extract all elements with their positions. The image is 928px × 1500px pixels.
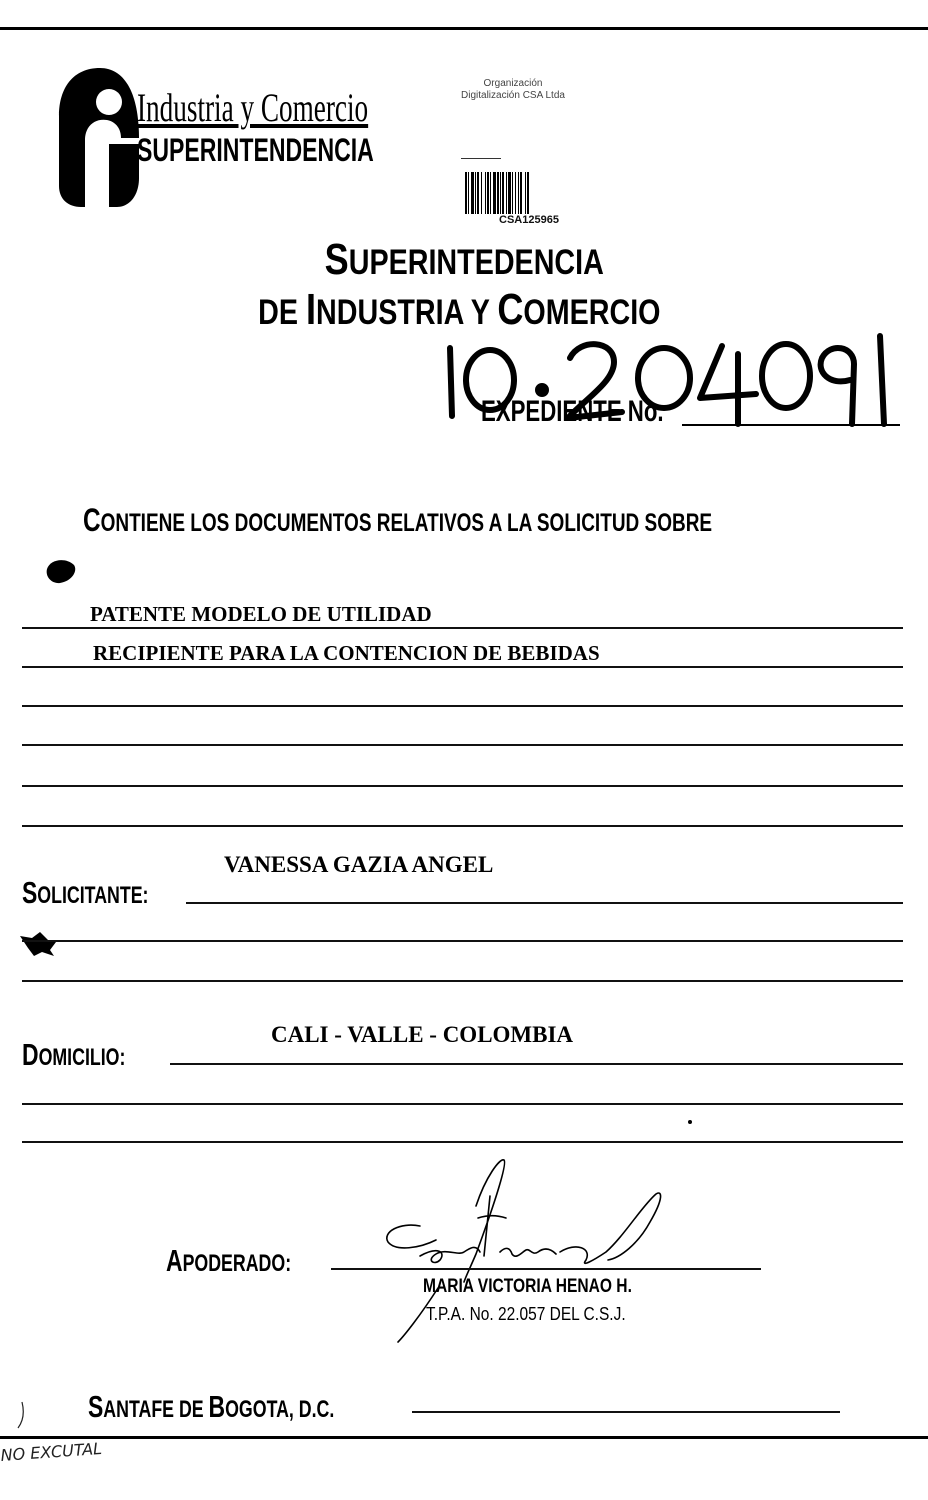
barcode-code: CSA125965	[499, 214, 559, 226]
barcode-bar	[485, 172, 486, 214]
barcode-bar	[477, 172, 479, 214]
city-rest-1: ANTAFE DE	[103, 1396, 209, 1423]
ink-blot-icon	[18, 930, 58, 958]
stamp-org-line2: Digitalización CSA Ltda	[461, 90, 565, 101]
rule	[22, 705, 903, 707]
rule	[22, 785, 903, 787]
barcode-bar	[520, 172, 522, 214]
domicilio-value: CALI - VALLE - COLOMBIA	[271, 1022, 574, 1047]
city-rest-2: OGOTA, D.C.	[225, 1396, 335, 1423]
bottom-border	[0, 1436, 928, 1439]
domicilio-label	[22, 1038, 125, 1075]
city-initial-s: S	[88, 1389, 104, 1424]
rule	[22, 825, 903, 827]
ink-dot	[688, 1120, 692, 1124]
city-initial-b: B	[208, 1389, 226, 1424]
apoderado-rule	[331, 1268, 761, 1270]
barcode-bar	[527, 172, 529, 214]
apoderado-label	[166, 1244, 291, 1281]
logo-brand-line1: Industria y Comercio	[137, 85, 369, 130]
barcode-bar	[512, 172, 513, 214]
logo-brand-line2: SUPERINTENDENCIA	[137, 132, 374, 168]
contents-heading	[83, 503, 712, 540]
barcode-bar	[468, 172, 469, 214]
logo-brand	[137, 85, 407, 168]
title-line2-a: DE	[257, 293, 306, 332]
barcode-bar	[490, 172, 491, 214]
rule	[22, 1141, 903, 1143]
apoderado-tpa: T.P.A. No. 22.057 DEL C.S.J.	[426, 1304, 626, 1324]
contents-line-2: RECIPIENTE PARA LA CONTENCION DE BEBIDAS	[93, 641, 600, 665]
rule	[22, 940, 903, 942]
contents-heading-rest: ONTIENE LOS DOCUMENTOS RELATIVOS A LA SOLICITUD SOBRE	[100, 509, 713, 537]
rule	[22, 627, 903, 629]
handwritten-note: NO EXCUTAL	[0, 1438, 103, 1465]
barcode-bar	[518, 172, 519, 214]
city-label	[88, 1390, 334, 1427]
apoderado-label-rest: PODERADO:	[182, 1250, 292, 1277]
stamp-org-line1: Organización	[483, 78, 543, 89]
rule	[170, 1063, 903, 1065]
barcode-bar	[525, 172, 526, 214]
barcode-bar	[502, 172, 504, 214]
apoderado-name: MARIA VICTORIA HENAO H.	[423, 1276, 632, 1297]
rule	[22, 744, 903, 746]
ink-blot-icon	[44, 557, 78, 585]
rule	[22, 1103, 903, 1105]
top-border	[0, 27, 928, 30]
rule	[22, 980, 903, 982]
title-line2-b: NDUSTRIA Y	[315, 293, 497, 332]
contents-heading-initial: C	[83, 502, 101, 538]
barcode-bar	[471, 172, 474, 214]
expediente-rule	[682, 424, 900, 426]
solicitante-label-rest: OLICITANTE:	[37, 882, 149, 909]
digitization-stamp	[448, 78, 578, 102]
sic-logo-icon	[55, 66, 145, 208]
barcode-bar	[515, 172, 516, 214]
expediente-label: EXPEDIENTE No.	[481, 395, 664, 428]
domicilio-label-rest: OMICILIO:	[38, 1044, 126, 1071]
page-title	[0, 236, 928, 287]
title-line1	[324, 236, 603, 287]
title-line2-c-initial: C	[496, 285, 524, 334]
title-line1-rest: UPERINTEDENCIA	[348, 243, 604, 282]
barcode-icon	[463, 172, 595, 214]
title-line2-c: OMERCIO	[523, 293, 661, 332]
title-line1-initial: S	[324, 235, 349, 284]
stamp-dash	[461, 158, 501, 159]
margin-mark	[14, 1400, 26, 1430]
rule	[186, 902, 903, 904]
barcode-bar	[493, 172, 496, 214]
solicitante-value: VANESSA GAZIA ANGEL	[224, 852, 494, 877]
city-rule	[412, 1411, 840, 1413]
barcode-bar	[487, 172, 489, 214]
rule	[22, 666, 903, 668]
barcode-bar	[481, 172, 482, 214]
contents-line-1: PATENTE MODELO DE UTILIDAD	[90, 602, 432, 626]
apoderado-label-initial: A	[166, 1243, 183, 1278]
barcode-bar	[508, 172, 511, 214]
title-line2-i: I	[305, 285, 316, 334]
solicitante-label	[22, 876, 148, 913]
barcode-bar	[475, 172, 476, 214]
barcode-bar	[506, 172, 507, 214]
solicitante-label-initial: S	[22, 875, 38, 910]
domicilio-label-initial: D	[22, 1037, 39, 1072]
barcode-bar	[497, 172, 499, 214]
barcode-bar	[465, 172, 467, 214]
barcode-bar	[500, 172, 501, 214]
